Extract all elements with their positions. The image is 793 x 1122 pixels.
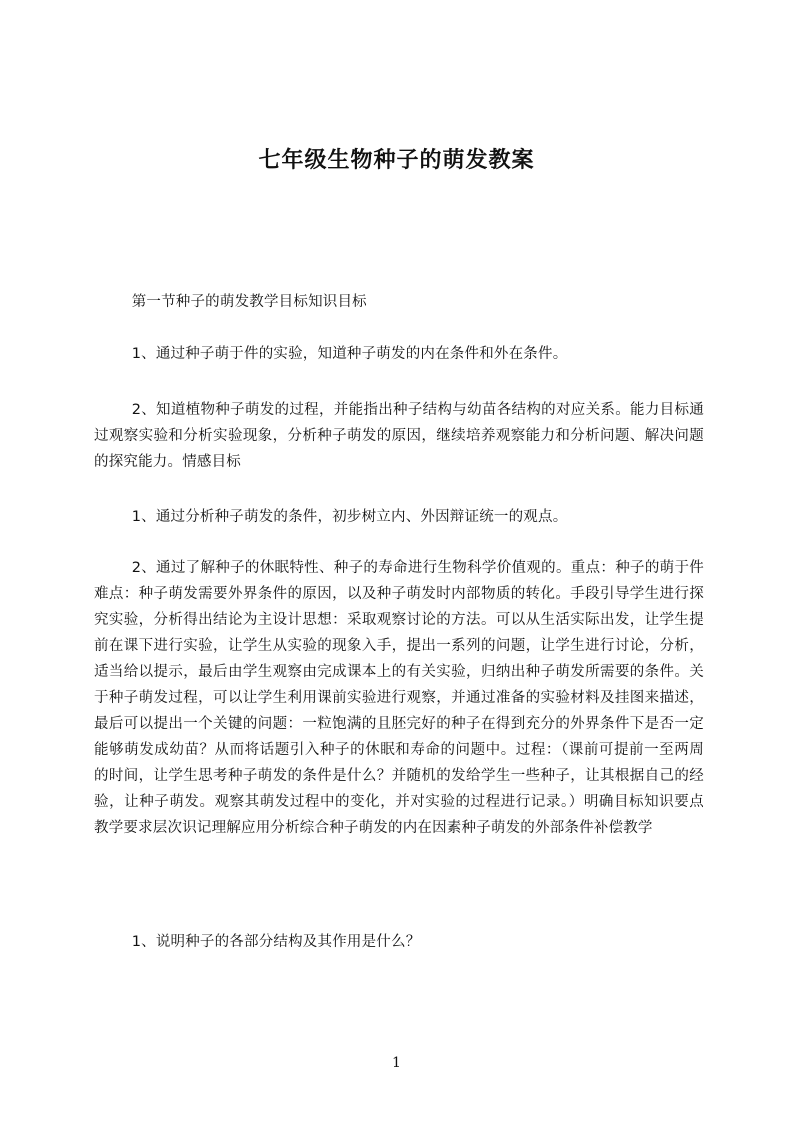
paragraph-emotion-goal-2: 2、通过了解种子的休眠特性、种子的寿命进行生物科学价值观的。重点：种子的萌于件难点：种子萌发需要外界条件的原因，以及种子萌发时内部物质的转化。手段引导学生进行探究实验，分析得出结论为主设计思想：采取观察讨论的方法。可以从生活实际出发，让学生提前在课下进行实验，让学生从实验的现象入手，提出一系列的问题，让学生进行讨论，分析，适当给以提示，最后由学生观察由完成课本上的有关实验，归纳出种子萌发所需要的条件。关于种子萌发过程，可以让学生利用课前实验进行观察，并通过准备的实验材料及挂图来描述，最后可以提出一个关键的问题：一粒饱满的且胚完好的种子在得到充分的外界条件下是否一定能够萌发成幼苗？从而将话题引入种子的休眠和寿命的问题中。过程：（课前可提前一至两周的时间，让学生思考种子萌发的条件是什么？并随机的发给学生一些种子，让其根据自己的经验，让种子萌发。观察其萌发过程中的变化，并对实验的过程进行记录。）明确目标知识要点教学要求层次识记理解应用分析综合种子萌发的内在因素种子萌发的外部条件补偿教学: [94, 560, 704, 836]
paragraph-question-1: 1、说明种子的各部分结构及其作用是什么？: [131, 934, 421, 950]
paragraph-knowledge-goal-2: 2、知道植物种子萌发的过程，并能指出种子结构与幼苗各结构的对应关系。能力目标通过观察实验和分析实验现象，分析种子萌发的原因，继续培养观察能力和分析问题、解决问题的探究能力。情感目标: [94, 402, 704, 470]
paragraph-section-heading: 第一节种子的萌发教学目标知识目标: [131, 294, 367, 310]
page-number: 1: [392, 1055, 401, 1071]
page-title: 七年级生物种子的萌发教案: [258, 148, 535, 173]
paragraph-emotion-goal-1: 1、通过分析种子萌发的条件，初步树立内、外因辩证统一的观点。: [131, 509, 568, 525]
paragraph-knowledge-goal-1: 1、通过种子萌于件的实验，知道种子萌发的内在条件和外在条件。: [131, 346, 568, 362]
